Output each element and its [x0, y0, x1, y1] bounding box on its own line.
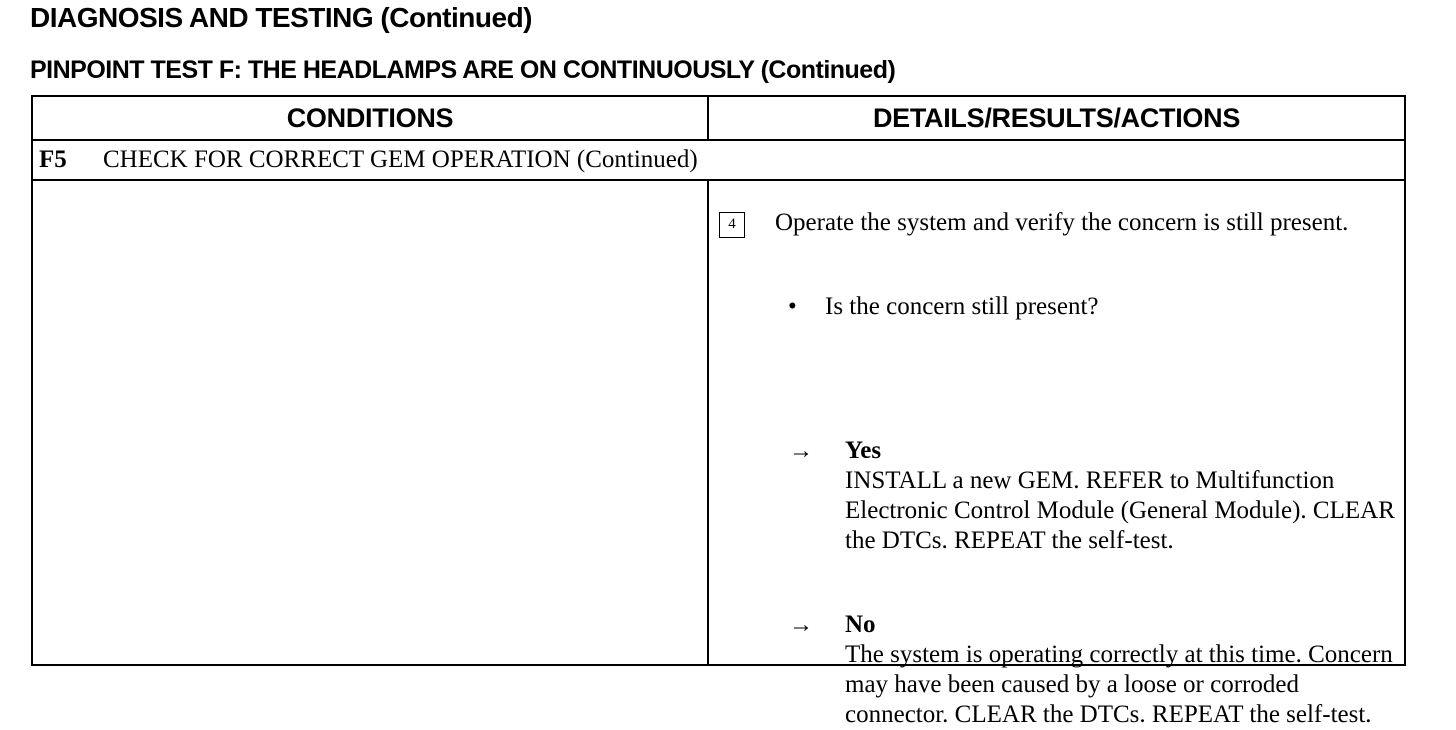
bullet-icon: •	[788, 293, 797, 320]
section-row	[33, 141, 1404, 181]
option-yes-label: Yes	[845, 437, 882, 464]
step-question: Is the concern still present?	[825, 293, 1099, 320]
step-number-box: 4	[719, 212, 745, 238]
header-conditions: CONDITIONS	[286, 102, 454, 133]
step-instruction: Operate the system and verify the concern is still present.	[775, 209, 1349, 236]
section-id: F5	[39, 146, 67, 173]
column-divider	[707, 97, 709, 139]
details-cell	[709, 181, 1404, 728]
page-title: DIAGNOSIS AND TESTING (Continued)	[30, 2, 532, 33]
table-header-row	[33, 97, 1404, 141]
arrow-right-icon: →	[789, 612, 813, 638]
option-no-text: The system is operating correctly at this time. Concern may have been caused by a loose or corroded connector. CLEAR the DTCs. REPEAT the self-test.	[845, 641, 1393, 728]
arrow-right-icon: →	[789, 438, 813, 464]
option-yes-text: INSTALL a new GEM. REFER to Multifunction Electronic Control Module (General Module). CLEAR the DTCs. REPEAT the self-test.	[845, 467, 1395, 554]
page-subtitle: PINPOINT TEST F: THE HEADLAMPS ARE ON CONTINUOUSLY (Continued)	[30, 56, 896, 84]
header-details-results-actions: DETAILS/RESULTS/ACTIONS	[872, 102, 1241, 133]
option-no-label: No	[845, 611, 876, 638]
pinpoint-test-table	[31, 95, 1406, 728]
section-title: CHECK FOR CORRECT GEM OPERATION (Continued)	[103, 146, 698, 173]
